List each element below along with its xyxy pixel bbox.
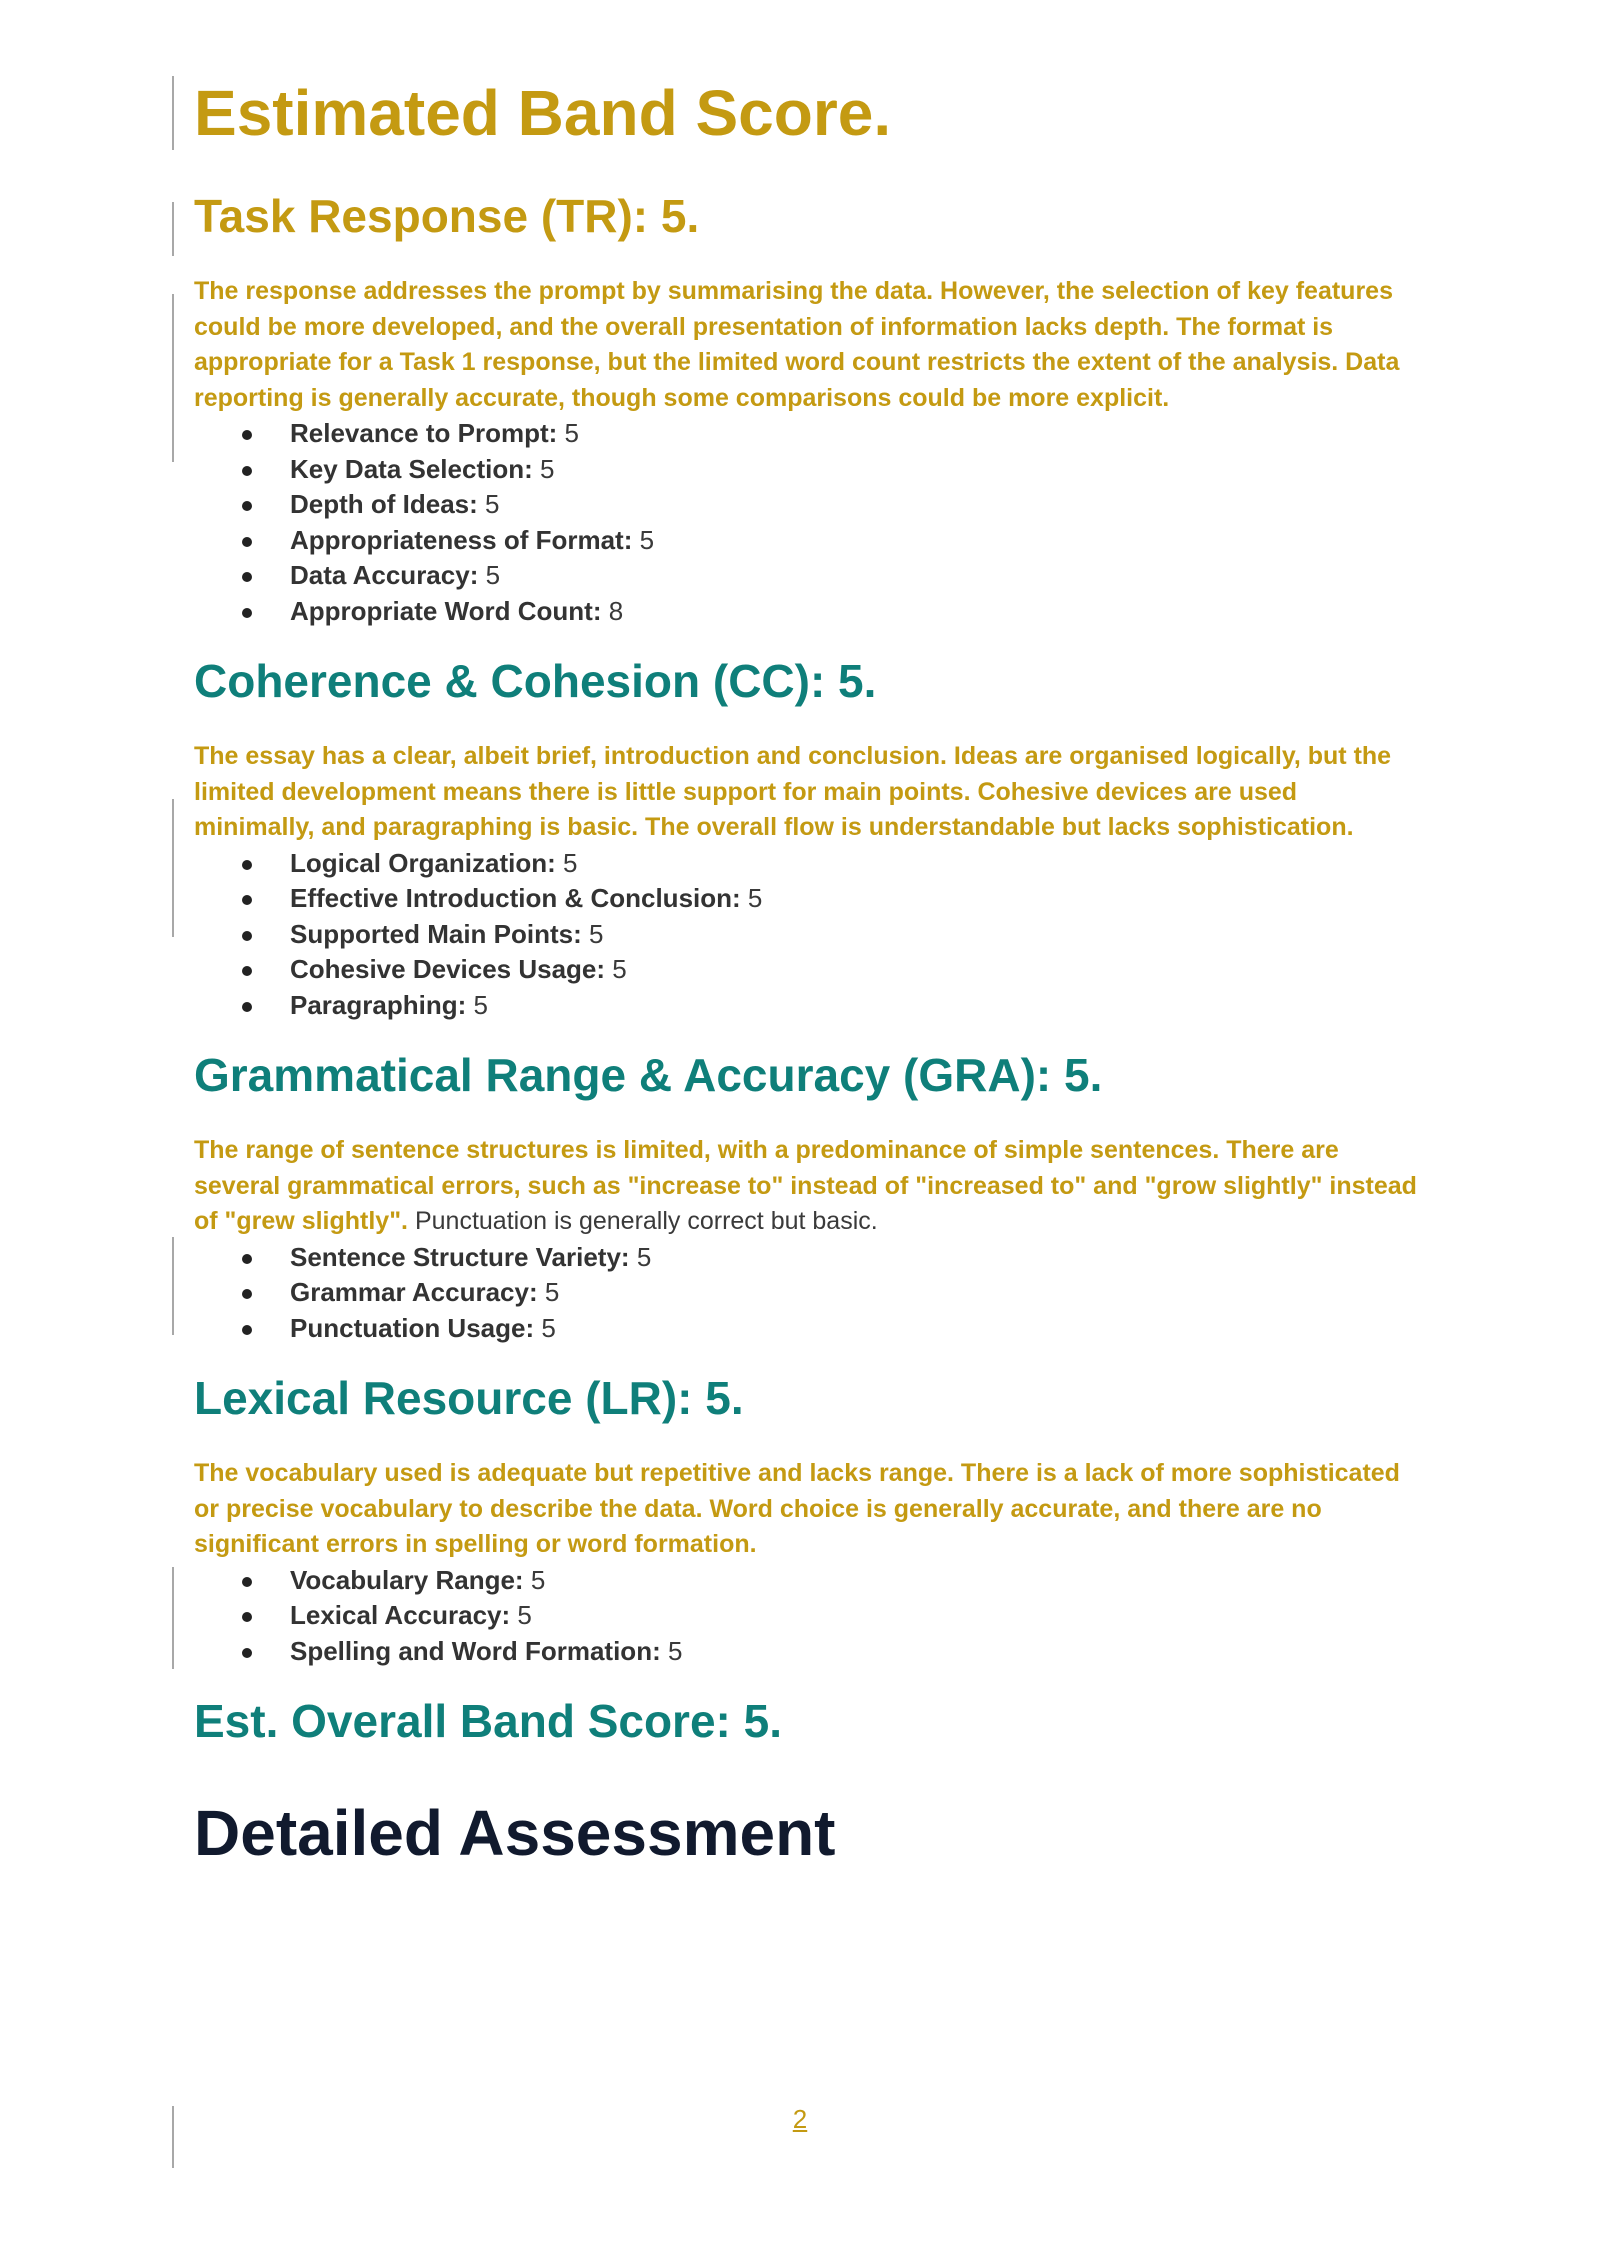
criterion-score: 5 [636,1241,652,1272]
list-item [194,988,1424,1024]
bullet-icon [242,966,252,976]
criterion-score: 5 [485,489,500,519]
overall-score-heading: Est. Overall Band Score: 5. [194,1695,783,1747]
criterion-label: Supported Main Points: [290,918,582,949]
criterion-score: 5 [544,1277,560,1307]
section-grammatical-range [194,1045,1424,1346]
bullet-icon [242,466,252,476]
list-item [194,1563,1424,1599]
change-bar [172,202,174,256]
paragraph-plain: Punctuation is generally correct but basic. [408,1207,878,1235]
criteria-list [194,846,1424,1024]
bullet-icon [242,608,252,618]
list-item [194,594,1424,630]
criterion-label: Lexical Accuracy: [290,1600,511,1630]
list-item [194,558,1424,594]
list-item [194,416,1424,452]
list-item [194,1275,1424,1311]
detailed-assessment-heading: Detailed Assessment [194,1797,836,1869]
section-paragraph [194,1133,1424,1240]
criterion-label: Spelling and Word Formation: [290,1635,661,1666]
criterion-label: Appropriateness of Format: [290,524,633,555]
criterion-score: 5 [563,847,578,878]
document-content [194,70,1424,1873]
criterion-label: Punctuation Usage: [290,1312,535,1343]
criterion-score: 5 [530,1564,546,1595]
criterion-label: Vocabulary Range: [290,1564,524,1595]
criterion-score: 5 [639,524,655,555]
list-item [194,487,1424,523]
list-item [194,1311,1424,1347]
bullet-icon [242,931,252,941]
criterion-score: 5 [589,918,604,949]
criteria-list [194,1563,1424,1670]
criterion-score: 5 [564,418,579,448]
criterion-score: 5 [541,1312,556,1343]
criterion-label: Paragraphing: [290,989,467,1020]
criterion-label: Appropriate Word Count: [290,595,602,626]
section-lexical-resource [194,1368,1424,1669]
bullet-icon [242,430,252,440]
page-number[interactable]: 2 [792,2104,808,2134]
section-heading: Lexical Resource (LR): 5. [194,1372,744,1424]
paragraph-highlight: The range of sentence structures is limited, with a predominance of simple sentences. There are several grammatical errors, such as "increase to" instead of "increased to" and "grow slightly" instead of "grew slightly". [194,1136,1417,1235]
criterion-score: 5 [667,1635,683,1666]
bullet-icon [242,572,252,582]
criterion-score: 5 [612,954,627,984]
change-bar [172,799,174,937]
criterion-score: 5 [539,453,555,484]
criterion-label: Depth of Ideas: [290,489,478,519]
bullet-icon [242,1612,252,1622]
bullet-icon [242,1289,252,1299]
list-item [194,881,1424,917]
list-item [194,1240,1424,1276]
list-item [194,952,1424,988]
bullet-icon [242,1648,252,1658]
criterion-score: 5 [517,1600,532,1630]
bullet-icon [242,1577,252,1587]
criterion-label: Cohesive Devices Usage: [290,954,606,984]
section-heading: Coherence & Cohesion (CC): 5. [194,655,877,707]
list-item [194,846,1424,882]
change-bar [172,76,174,150]
criterion-score: 5 [473,989,488,1020]
criteria-list [194,416,1424,629]
criterion-score: 5 [485,560,501,590]
criterion-label: Grammar Accuracy: [290,1277,538,1307]
criterion-label: Data Accuracy: [290,560,479,590]
criterion-label: Key Data Selection: [290,453,533,484]
list-item [194,1598,1424,1634]
list-item [194,1634,1424,1670]
criteria-list [194,1240,1424,1347]
main-title: Estimated Band Score. [194,77,892,149]
change-bar [172,294,174,462]
bullet-icon [242,895,252,905]
criterion-score: 5 [747,883,763,913]
criterion-label: Effective Introduction & Conclusion: [290,883,741,913]
bullet-icon [242,1325,252,1335]
bullet-icon [242,860,252,870]
section-paragraph: The response addresses the prompt by summarising the data. However, the selection of key features could be more developed, and the overall presentation of information lacks depth. The format is appropriate for a Task 1 response, but the limited word count restricts the extent of the analysis. Data reporting is generally accurate, though some comparisons could be more explicit. [194,277,1400,412]
section-heading: Task Response (TR): 5. [194,190,700,242]
list-item [194,523,1424,559]
list-item [194,452,1424,488]
section-task-response [194,186,1424,629]
criterion-label: Sentence Structure Variety: [290,1241,630,1272]
bullet-icon [242,1002,252,1012]
criterion-score: 8 [608,595,624,626]
section-paragraph: The essay has a clear, albeit brief, introduction and conclusion. Ideas are organised logically, but the limited development means there is little support for main points. Cohesive devices are used minimally, and paragraphing is basic. The overall flow is understandable but lacks sophistication. [194,742,1392,841]
criterion-label: Logical Organization: [290,847,556,878]
section-heading: Grammatical Range & Accuracy (GRA): 5. [194,1049,1103,1101]
section-paragraph: The vocabulary used is adequate but repetitive and lacks range. There is a lack of more sophisticated or precise vocabulary to describe the data. Word choice is generally accurate, and there are no significant errors in spelling or word formation. [194,1459,1400,1558]
section-coherence-cohesion [194,651,1424,1023]
change-bar [172,1237,174,1335]
criterion-label: Relevance to Prompt: [290,418,558,448]
change-bar [172,1567,174,1669]
list-item [194,917,1424,953]
bullet-icon [242,537,252,547]
bullet-icon [242,501,252,511]
bullet-icon [242,1254,252,1264]
